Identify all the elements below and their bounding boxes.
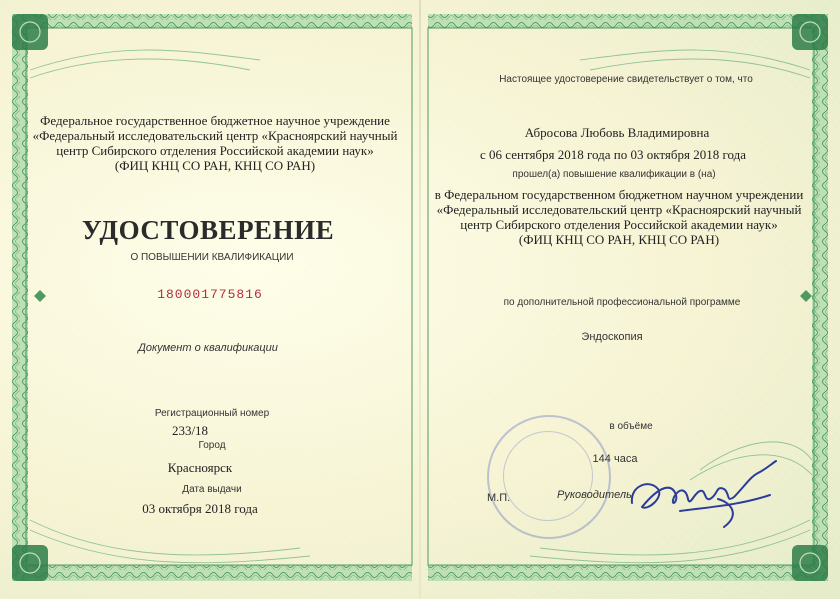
program-label: по дополнительной профессиональной программе [503, 297, 741, 308]
left-org-block [33, 113, 398, 173]
left-org-line: центр Сибирского отделения Российской академии наук» [56, 143, 374, 158]
right-org-line: (ФИЦ КНЦ СО РАН, КНЦ СО РАН) [518, 232, 720, 247]
certificate-title: УДОСТОВЕРЕНИЕ [81, 215, 335, 245]
training-period: с 06 сентября 2018 года по 03 октября 2018 года [480, 147, 746, 162]
city-value: Красноярск [167, 460, 233, 475]
passed-text: прошел(а) повышение квалификации в (на) [512, 169, 716, 180]
document-number: 180001775816 [157, 287, 263, 302]
left-org-line: «Федеральный исследовательский центр «Красноярский научный [32, 128, 398, 143]
issue-date-label: Дата выдачи [182, 484, 242, 495]
city-label: Город [198, 440, 226, 451]
volume-label: в объёме [609, 421, 653, 432]
seal-stamp [487, 415, 611, 539]
holder-name: Абросова Любовь Владимировна [524, 125, 710, 140]
signature [620, 455, 790, 535]
registration-label: Регистрационный номер [154, 408, 270, 419]
left-org-line: Федеральное государственное бюджетное научное учреждение [40, 113, 390, 128]
left-org-line: (ФИЦ КНЦ СО РАН, КНЦ СО РАН) [114, 158, 316, 173]
issue-date-value: 03 октября 2018 года [142, 501, 258, 516]
volume-value: 144 часа [592, 453, 638, 465]
page-fold [419, 0, 421, 599]
right-org-line: в Федеральном государственном бюджетном научном учреждении [434, 187, 804, 202]
document-label: Документ о квалификации [138, 342, 278, 354]
program-name: Эндоскопия [581, 331, 643, 343]
intro-text: Настоящее удостоверение свидетельствует о том, что [499, 74, 753, 85]
seal-place-label: М.П. [487, 492, 511, 504]
head-label: Руководитель [557, 489, 632, 501]
right-org-line: «Федеральный исследовательский центр «Красноярский научный [436, 202, 802, 217]
certificate-subtitle: О ПОВЫШЕНИИ КВАЛИФИКАЦИИ [130, 252, 294, 263]
right-org-block [435, 187, 804, 247]
right-org-line: центр Сибирского отделения Российской академии наук» [460, 217, 778, 232]
registration-number: 233/18 [171, 423, 209, 438]
